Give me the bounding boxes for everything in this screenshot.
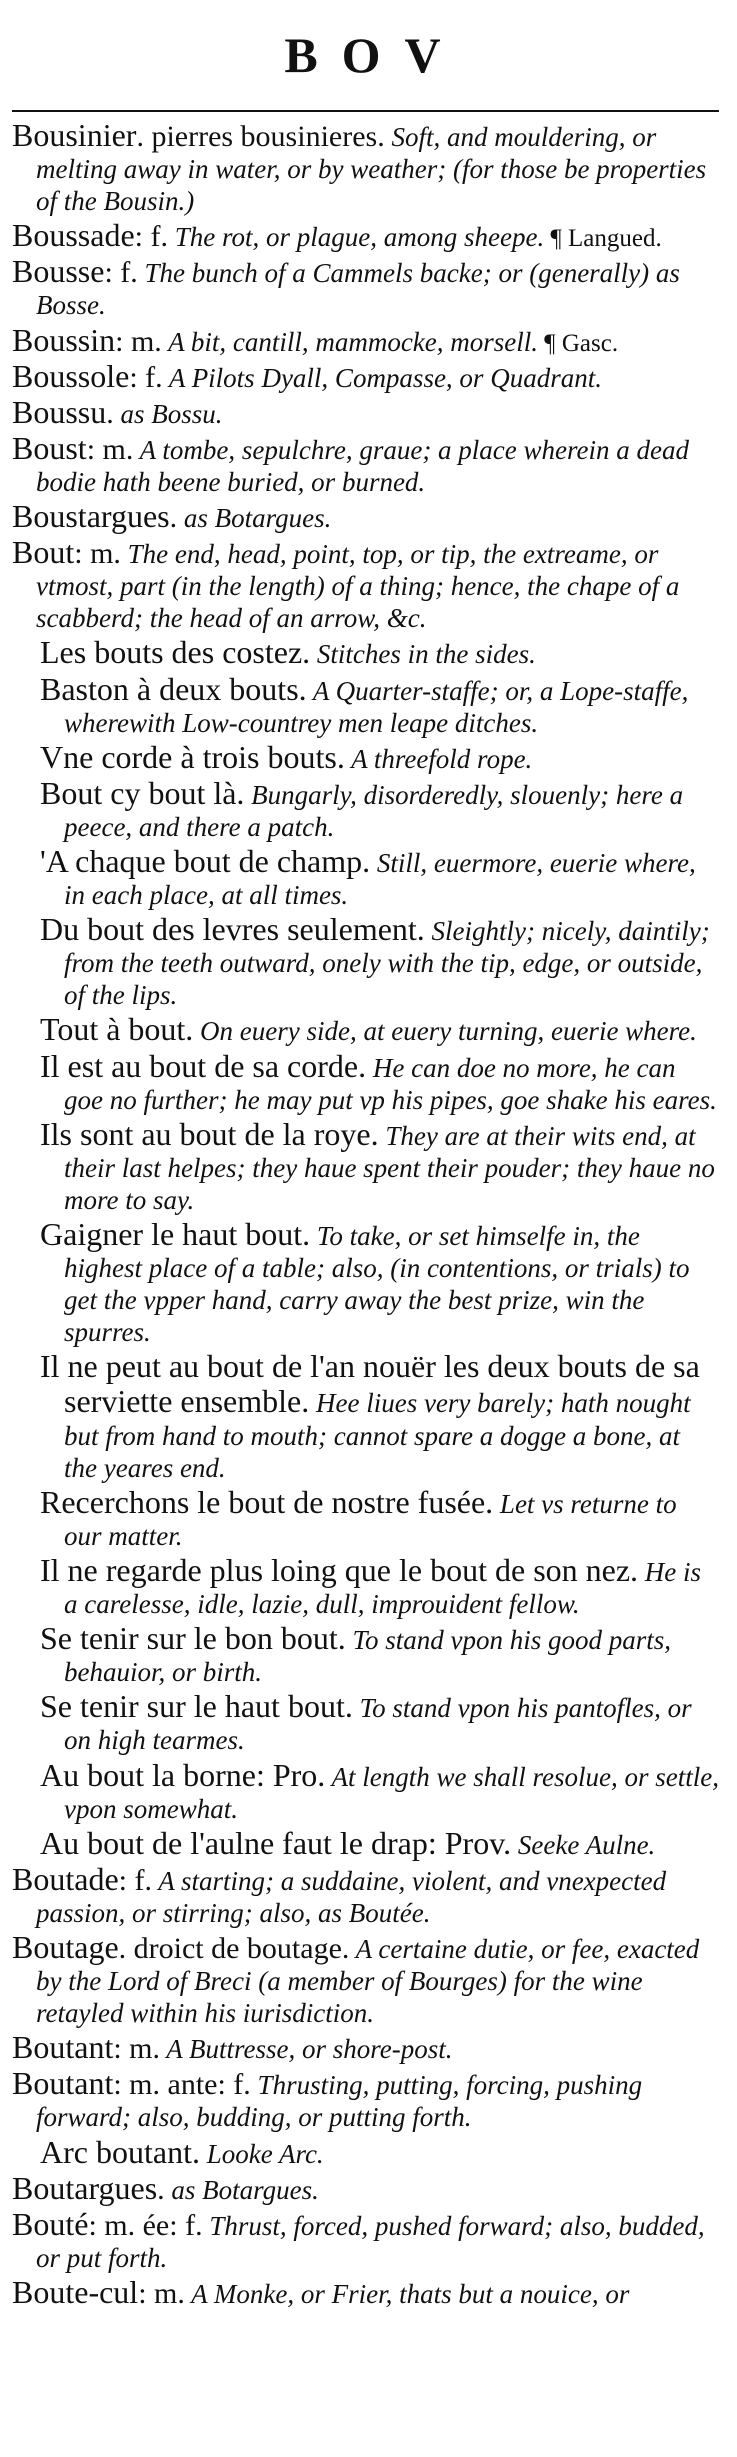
sub-entry bbox=[12, 1758, 719, 1825]
entry-grammar: : m. ée: f. bbox=[88, 2208, 203, 2242]
entry-headword: Ils sont au bout de la roye. bbox=[40, 1115, 379, 1152]
entry-definition: A Monke, or Frier, thats but a nouice, or bbox=[184, 2278, 630, 2309]
entry-definition: Soft, and mouldering, or melting away in water, or by weather; (for those be properties of the Bousin.) bbox=[36, 122, 707, 217]
entry bbox=[12, 218, 719, 253]
entry-definition: A threefold rope. bbox=[344, 743, 533, 774]
entry-definition: To stand vpon his pantofles, or on high tearmes. bbox=[64, 1693, 692, 1756]
entry bbox=[12, 254, 719, 321]
entry bbox=[12, 1862, 719, 1929]
entry-grammar: . droict de boutage. bbox=[118, 1931, 350, 1965]
entry-definition: The rot, or plague, among sheepe. bbox=[167, 222, 545, 253]
entry-headword: Boust bbox=[12, 429, 87, 466]
entry-headword: Arc boutant. bbox=[40, 2133, 200, 2170]
entry-definition: A bit, cantill, mammocke, morsell. bbox=[161, 326, 539, 357]
entry-headword: Il ne peut au bout de l'an nouër les deux bouts de sa serviette ensemble. bbox=[40, 1348, 700, 1420]
entry-definition: The end, head, point, top, or tip, the extreame, or vtmost, part (in the length) of a thing; hence, the chape of a scabberd; the head of an arrow, &c. bbox=[36, 539, 680, 634]
entry bbox=[12, 2171, 719, 2206]
sub-entry bbox=[12, 776, 719, 843]
entry bbox=[12, 2066, 719, 2133]
sub-entry bbox=[12, 844, 719, 911]
entry-grammar: : f. bbox=[134, 220, 168, 254]
entry-headword: Bousse bbox=[12, 253, 105, 290]
entry-grammar: : m. bbox=[74, 537, 121, 571]
entry-headword: Recerchons le bout de nostre fusée. bbox=[40, 1483, 494, 1520]
sub-entry bbox=[12, 1485, 719, 1552]
entry-definition: A certaine dutie, or fee, exacted by the Lord of Breci (a member of Bourges) for the wine retayled within his iurisdiction. bbox=[36, 1933, 700, 2029]
entry-definition: He is a carelesse, idle, lazie, dull, improuident fellow. bbox=[64, 1556, 702, 1620]
entry-headword: Au bout de l'aulne faut le drap: Prov. bbox=[40, 1824, 512, 1861]
entry-headword: 'A chaque bout de champ. bbox=[40, 842, 371, 879]
entry bbox=[12, 1930, 719, 2029]
entry bbox=[12, 431, 719, 498]
entry bbox=[12, 2207, 719, 2274]
entry-definition: Seeke Aulne. bbox=[511, 1829, 656, 1860]
entry-grammar: : m. bbox=[138, 2276, 185, 2310]
entry bbox=[12, 499, 719, 534]
entry-headword: Boussade bbox=[12, 217, 135, 254]
entry-grammar: . bbox=[106, 396, 114, 430]
entry-headword: Boutargues bbox=[12, 2169, 158, 2206]
entry-headword: Bousinier bbox=[12, 117, 137, 153]
entry-definition: A tombe, sepulchre, graue; a place wherein a dead bodie hath beene buried, or burned. bbox=[36, 434, 689, 497]
entry-definition: He can doe no more, he can goe no further; he may put vp his pipes, goe shake his eares. bbox=[64, 1052, 717, 1115]
entry bbox=[12, 2275, 719, 2310]
entry-headword: Bout cy bout là. bbox=[40, 774, 245, 811]
entry-definition: A Quarter-staffe; or, a Lope-staffe, wherewith Low-countrey men leape ditches. bbox=[64, 675, 689, 738]
entry-headword: Boustargues bbox=[12, 498, 170, 535]
entry-definition: They are at their wits end, at their last helpes; they haue spent their pouder; they haue no more to say. bbox=[64, 1120, 715, 1215]
entry-definition: as Botargues. bbox=[164, 2174, 319, 2205]
entry-grammar: : m. bbox=[113, 2032, 160, 2066]
entry-definition: A starting; a suddaine, violent, and vnexpected passion, or stirring; also, as Boutée. bbox=[36, 1865, 667, 1928]
sub-entry bbox=[12, 1689, 719, 1756]
entry-headword: Vne corde à trois bouts. bbox=[40, 738, 345, 775]
sub-entry bbox=[12, 1826, 719, 1861]
entry-definition: To stand vpon his good parts, behauior, or birth. bbox=[64, 1625, 672, 1688]
sub-entry bbox=[12, 740, 719, 775]
entry-grammar: : f. bbox=[129, 360, 163, 394]
entry-headword: Gaigner le haut bout. bbox=[40, 1216, 311, 1252]
entry-headword: Boussu bbox=[12, 393, 107, 430]
entry-definition: as Botargues. bbox=[177, 503, 332, 534]
sub-entry bbox=[12, 1349, 719, 1483]
entry-headword: Boute-cul bbox=[12, 2273, 139, 2310]
entry-definition: Sleightly; nicely, daintily; from the teeth outward, onely with the tip, edge, or outside, of the lips. bbox=[64, 916, 710, 1011]
sub-entry bbox=[12, 912, 719, 1011]
entry bbox=[12, 323, 719, 358]
running-header: BOV bbox=[284, 27, 465, 83]
entry-headword: Tout à bout. bbox=[40, 1011, 194, 1048]
entry-headword: Se tenir sur le bon bout. bbox=[40, 1620, 346, 1657]
entry-definition: Hee liues very barely; hath nought but from hand to mouth; cannot spare a dogge a bone, at the yeares end. bbox=[64, 1388, 691, 1483]
entry-grammar: : f. bbox=[104, 256, 138, 290]
entry-definition: Thrusting, putting, forcing, pushing forward; also, budding, or putting forth. bbox=[36, 2070, 643, 2133]
sub-entry bbox=[12, 1012, 719, 1047]
entry-definition: A Pilots Dyall, Compasse, or Quadrant. bbox=[162, 362, 602, 393]
sub-entry bbox=[12, 635, 719, 670]
entry-list bbox=[12, 118, 719, 2310]
sub-entry bbox=[12, 1049, 719, 1116]
header-rule bbox=[12, 110, 719, 112]
entry-grammar: . pierres bousinieres. bbox=[136, 120, 385, 153]
entry-headword: Boutant bbox=[12, 2065, 114, 2102]
sub-entry bbox=[12, 1217, 719, 1348]
entry-headword: Boussole bbox=[12, 357, 130, 394]
sub-entry bbox=[12, 1553, 719, 1620]
entry-grammar: : m. ante: f. bbox=[113, 2068, 251, 2102]
entry-definition: The bunch of a Cammels backe; or (generally) as Bosse. bbox=[36, 258, 680, 321]
entry-grammar: . bbox=[157, 2172, 165, 2206]
entry-definition: Bungarly, disorderedly, slouenly; here a peece, and there a patch. bbox=[64, 779, 684, 842]
entry-headword: Boutade bbox=[12, 1860, 119, 1897]
entry bbox=[12, 535, 719, 634]
sub-entry bbox=[12, 2135, 719, 2170]
entry-headword: Les bouts des costez. bbox=[40, 634, 311, 671]
sub-entry bbox=[12, 672, 719, 739]
entry-grammar: . bbox=[169, 501, 178, 535]
entry-definition: At length we shall resolue, or settle, vpon somewhat. bbox=[64, 1761, 720, 1824]
entry-definition: Still, euermore, euerie where, in each place, at all times. bbox=[64, 847, 696, 911]
entry-headword: Bout bbox=[12, 534, 75, 571]
entry-definition: Thrust, forced, pushed forward; also, budded, or put forth. bbox=[36, 2210, 705, 2273]
entry-headword: Bouté bbox=[12, 2205, 89, 2242]
entry-grammar: : f. bbox=[118, 1863, 152, 1897]
entry-definition: A Buttresse, or shore-post. bbox=[160, 2034, 453, 2065]
entry-definition: On euery side, at euery turning, euerie where. bbox=[193, 1016, 697, 1047]
entry-headword: Baston à deux bouts. bbox=[40, 670, 307, 707]
entry bbox=[12, 118, 719, 217]
entry-region-tag: ¶ Langued. bbox=[544, 225, 662, 253]
entry-region-tag: ¶ Gasc. bbox=[538, 329, 619, 357]
entry-headword: Boutage bbox=[12, 1928, 119, 1965]
entry-headword: Boussin bbox=[12, 321, 116, 358]
entry-headword: Boutant bbox=[12, 2029, 114, 2066]
entry bbox=[12, 359, 719, 394]
entry-definition: as Bossu. bbox=[113, 398, 223, 429]
sub-entry bbox=[12, 1117, 719, 1216]
entry-definition: To take, or set himselfe in, the highest place of a table; also, (in contentions, or trials) to get the vpper hand, carry away the best prize, win the spurres. bbox=[64, 1221, 690, 1348]
entry-headword: Il est au bout de sa corde. bbox=[40, 1047, 367, 1084]
entry-headword: Se tenir sur le haut bout. bbox=[40, 1688, 353, 1725]
entry-definition: Let vs returne to our matter. bbox=[64, 1488, 677, 1551]
sub-entry bbox=[12, 1621, 719, 1688]
entry-definition: Stitches in the sides. bbox=[310, 639, 536, 670]
entry-headword: Du bout des levres seulement. bbox=[40, 911, 425, 948]
entry bbox=[12, 395, 719, 430]
entry bbox=[12, 2030, 719, 2065]
entry-headword: Il ne regarde plus loing que le bout de son nez. bbox=[40, 1551, 639, 1588]
entry-grammar: : m. bbox=[86, 432, 134, 466]
entry-grammar: : m. bbox=[115, 324, 162, 358]
entry-definition: Looke Arc. bbox=[199, 2138, 324, 2169]
entry-headword: Au bout la borne: Pro. bbox=[40, 1756, 326, 1793]
